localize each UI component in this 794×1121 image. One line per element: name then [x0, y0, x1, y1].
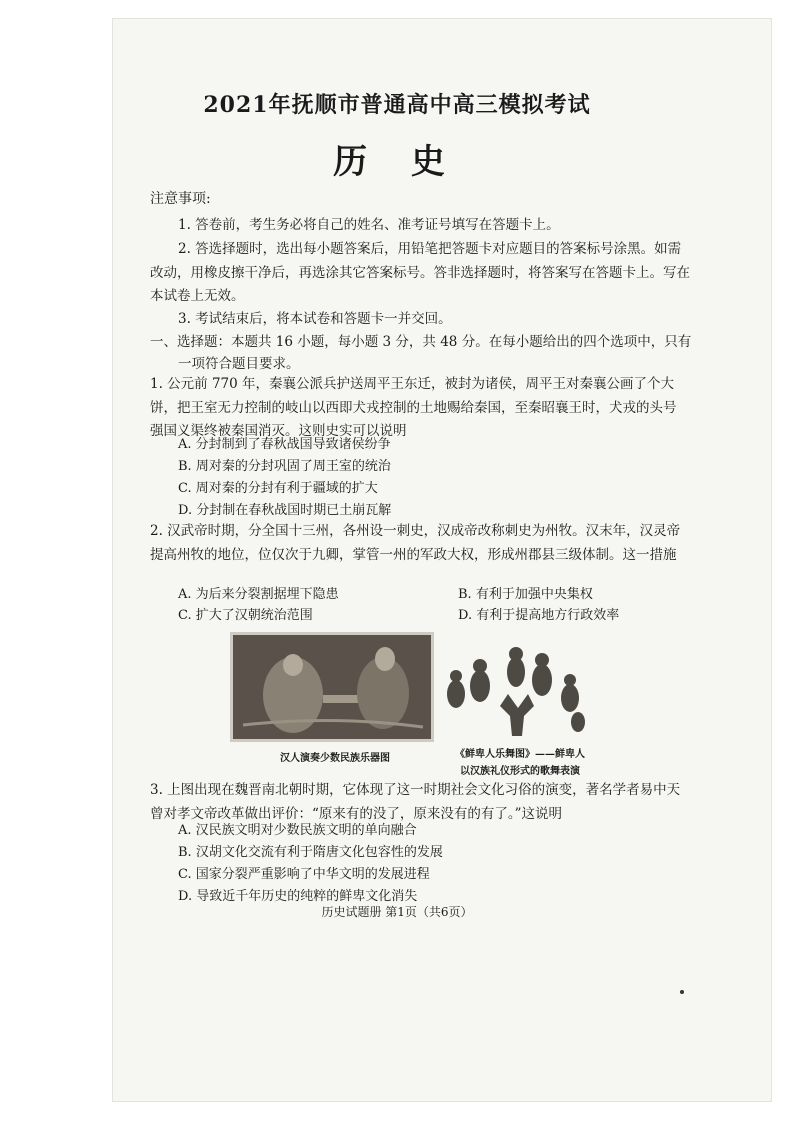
- question-1-stem: 1. 公元前 770 年，秦襄公派兵护送周平王东迁，被封为诸侯，周平王对秦襄公画了个大饼，把王室无力控制的岐山以西即犬戎控制的土地赐给秦国，至秦昭襄王时，犬戎的头号强国义渠终被秦国消灭。这则史实可以说明: [150, 376, 677, 439]
- question-2-option-b: B. 有利于加强中央集权: [458, 587, 593, 602]
- question-2-stem: 2. 汉武帝时期，分全国十三州，各州设一刺史，汉成帝改称刺史为州牧。汉末年，汉灵帝提高州牧的地位，位仅次于九卿，掌管一州的军政大权，形成州郡县三级体制。这一措施: [150, 523, 681, 563]
- question-3-option-c: C. 国家分裂严重影响了中华文明的发展进程: [178, 867, 430, 882]
- question-1-option-b: B. 周对秦的分封巩固了周王室的统治: [178, 459, 391, 474]
- exam-title: 2021年抚顺市普通高中高三模拟考试: [203, 92, 591, 118]
- question-1-option-c: C. 周对秦的分封有利于疆域的扩大: [178, 481, 378, 496]
- section-heading-line1: 一、选择题：本题共 16 小题，每小题 3 分，共 48 分。在每小题给出的四个选项中，只有: [150, 334, 692, 350]
- question-2-option-d: D. 有利于提高地方行政效率: [458, 608, 620, 623]
- notice-item-1: 1. 答卷前，考生务必将自己的姓名、准考证号填写在答题卡上。: [178, 217, 560, 233]
- question-3-option-d: D. 导致近千年历史的纯粹的鲜卑文化消失: [178, 889, 418, 904]
- section-heading-line2: 一项符合题目要求。: [178, 356, 300, 372]
- left-figure-caption: 汉人演奏少数民族乐器图: [280, 753, 390, 764]
- notice-heading: 注意事项:: [150, 191, 211, 207]
- xianbei-figurines-image: [438, 636, 588, 740]
- question-1-option-d: D. 分封制在春秋战国时期已土崩瓦解: [178, 503, 392, 518]
- notice-item-2: 2. 答选择题时，选出每小题答案后，用铅笔把答题卡对应题目的答案标号涂黑。如需改动，用橡皮擦干净后，再选涂其它答案标号。答非选择题时，将答案写在答题卡上。写在本试卷上无效。: [150, 241, 690, 304]
- han-musicians-mural-image: [230, 632, 434, 742]
- right-figure-caption-line1: 《鲜卑人乐舞图》——鲜卑人: [455, 749, 585, 760]
- question-1-option-a: A. 分封制到了春秋战国导致诸侯纷争: [178, 437, 391, 452]
- notice-item-3: 3. 考试结束后，将本试卷和答题卡一并交回。: [178, 311, 452, 327]
- right-figure-caption-line2: 以汉族礼仪形式的歌舞表演: [460, 766, 580, 777]
- question-3-stem: 3. 上图出现在魏晋南北朝时期，它体现了这一时期社会文化习俗的演变，著名学者易中天曾对孝文帝改革做出评价：“原来有的没了，原来没有的有了。”这说明: [150, 782, 681, 822]
- question-2-option-c: C. 扩大了汉朝统治范围: [178, 608, 313, 623]
- scan-speck: [680, 990, 684, 994]
- question-3-option-b: B. 汉胡文化交流有利于隋唐文化包容性的发展: [178, 845, 443, 860]
- question-3-option-a: A. 汉民族文明对少数民族文明的单向融合: [178, 823, 417, 838]
- page-footer: 历史试题册 第1页（共6页）: [321, 905, 473, 919]
- question-2-option-a: A. 为后来分裂割据埋下隐患: [178, 587, 339, 602]
- subject-title: 历 史: [333, 142, 461, 182]
